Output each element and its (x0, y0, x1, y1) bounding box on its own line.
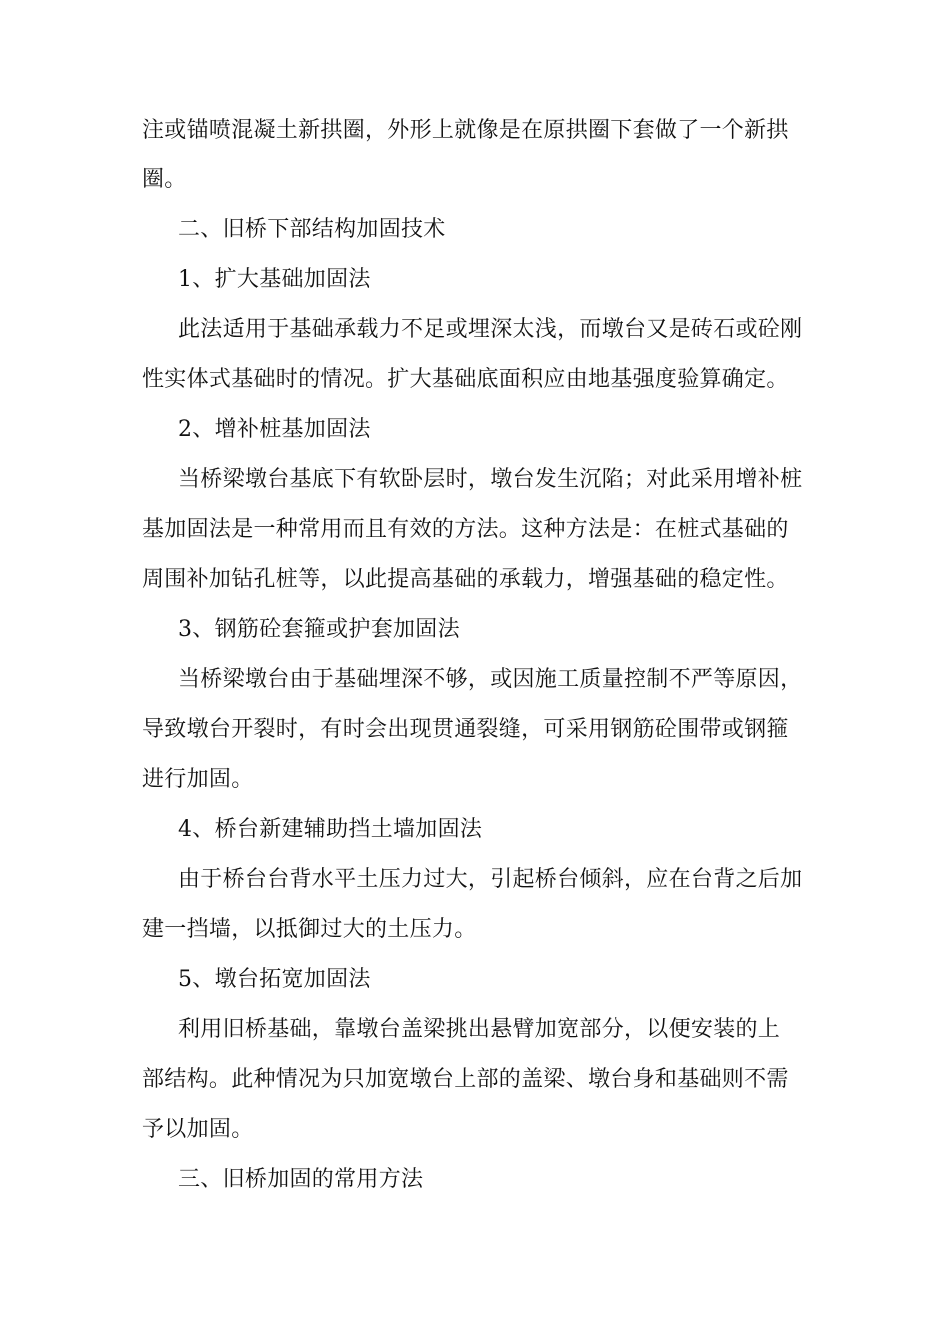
paragraph-line: 建一挡墙，以抵御过大的土压力。 (142, 917, 477, 942)
subsection-heading: 1、扩大基础加固法 (178, 267, 371, 292)
paragraph-line: 性实体式基础时的情况。扩大基础底面积应由地基强度验算确定。 (142, 367, 789, 392)
paragraph-line: 利用旧桥基础，靠墩台盖梁挑出悬臂加宽部分，以便安装的上 (178, 1017, 781, 1042)
paragraph-line: 基加固法是一种常用而且有效的方法。这种方法是：在桩式基础的 (142, 517, 789, 542)
paragraph-line: 导致墩台开裂时，有时会出现贯通裂缝，可采用钢筋砼围带或钢箍 (142, 717, 789, 742)
paragraph-line: 由于桥台台背水平土压力过大，引起桥台倾斜，应在台背之后加 (178, 867, 803, 892)
section-heading: 二、旧桥下部结构加固技术 (178, 217, 446, 242)
paragraph-line: 部结构。此种情况为只加宽墩台上部的盖梁、墩台身和基础则不需 (142, 1067, 789, 1092)
paragraph-line: 注或锚喷混凝土新拱圈，外形上就像是在原拱圈下套做了一个新拱 (142, 118, 789, 143)
paragraph-line: 进行加固。 (142, 767, 254, 792)
subsection-heading: 3、钢筋砼套箍或护套加固法 (178, 617, 460, 642)
paragraph-line: 予以加固。 (142, 1117, 254, 1142)
paragraph-line: 当桥梁墩台基底下有软卧层时，墩台发生沉陷；对此采用增补桩 (178, 467, 803, 492)
paragraph-line: 当桥梁墩台由于基础埋深不够，或因施工质量控制不严等原因， (178, 667, 803, 692)
subsection-heading: 2、增补桩基加固法 (178, 417, 371, 442)
paragraph-line: 周围补加钻孔桩等，以此提高基础的承载力，增强基础的稳定性。 (142, 567, 789, 592)
subsection-heading: 5、墩台拓宽加固法 (178, 967, 371, 992)
paragraph-line: 圈。 (142, 167, 187, 192)
section-heading: 三、旧桥加固的常用方法 (178, 1167, 424, 1192)
paragraph-line: 此法适用于基础承载力不足或埋深太浅，而墩台又是砖石或砼刚 (178, 317, 803, 342)
subsection-heading: 4、桥台新建辅助挡土墙加固法 (178, 817, 483, 842)
